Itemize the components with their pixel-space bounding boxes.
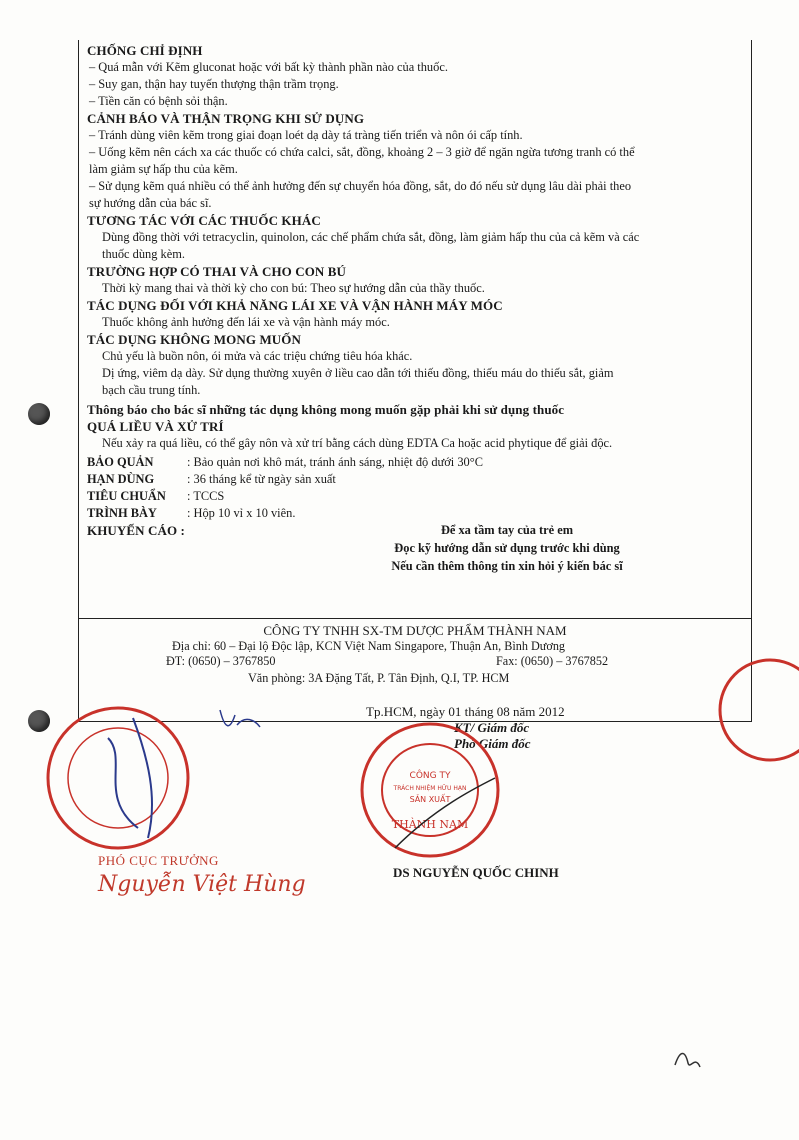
company-name: CÔNG TY TNHH SX-TM DƯỢC PHẨM THÀNH NAM [263, 623, 567, 638]
text-line: Dùng đồng thời với tetracyclin, quinolon, các chế phẩm chứa sắt, đồng, làm giảm hấp thu của cả kẽm và các [102, 230, 640, 244]
warning-line: Nếu cần thêm thông tin xin hỏi ý kiến bác sĩ [391, 559, 623, 573]
text-line: bạch cầu trung tính. [102, 383, 201, 397]
svg-text:CÔNG TY: CÔNG TY [409, 771, 451, 781]
spec-value: : Bảo quản nơi khô mát, tránh ánh sáng, nhiệt độ dưới 30°C [187, 455, 483, 469]
notice: Thông báo cho bác sĩ những tác dụng không mong muốn gặp phải khi sử dụng thuốc [87, 402, 565, 417]
spec-row [87, 488, 745, 505]
signoff-name: DS NGUYỄN QUỐC CHINH [393, 865, 559, 880]
spec-key: TIÊU CHUẨN [87, 489, 166, 503]
signoff-role: Phó Giám đốc [454, 736, 531, 751]
spec-row [87, 471, 745, 488]
text-line: sự hướng dẫn của bác sĩ. [89, 196, 212, 210]
company-stamp [355, 718, 505, 863]
section-title: QUÁ LIỀU VÀ XỬ TRÍ [87, 419, 224, 434]
spec-row [87, 505, 745, 522]
text-line: Chủ yếu là buồn nôn, ói mửa và các triệu chứng tiêu hóa khác. [102, 349, 413, 363]
left-signer-role: PHÓ CỤC TRƯỞNG [98, 853, 219, 868]
section-title: CHỐNG CHỈ ĐỊNH [87, 43, 203, 58]
left-signer-name: Nguyễn Việt Hùng [98, 872, 306, 897]
company-office: Văn phòng: 3A Đặng Tất, P. Tân Định, Q.I, TP. HCM [248, 671, 510, 685]
partial-stamp [700, 650, 799, 770]
signoff-date: Tp.HCM, ngày 01 tháng 08 năm 2012 [366, 704, 565, 719]
document-body [87, 42, 745, 576]
spec-key: HẠN DÙNG [87, 472, 155, 486]
text-line: – Uống kẽm nên cách xa các thuốc có chứa calci, sắt, đồng, khoảng 2 – 3 giờ để ngăn ngừa tương tranh có thể [89, 145, 635, 159]
company-fax: Fax: (0650) – 3767852 [496, 654, 609, 668]
text-line: Dị ứng, viêm dạ dày. Sử dụng thường xuyên ở liều cao dẫn tới thiếu đồng, thiếu máu do thiếu sắt, giảm [102, 366, 614, 380]
company-block [78, 618, 752, 686]
text-line: Nếu xảy ra quá liều, có thể gây nôn và xử trí bằng cách dùng EDTA Ca hoặc acid phytique để giải độc. [102, 436, 613, 450]
warning-line: Đọc kỹ hướng dẫn sử dụng trước khi dùng [394, 541, 620, 555]
text-line: làm giảm sự hấp thu của kẽm. [89, 162, 238, 176]
punch-hole [28, 710, 50, 732]
spec-key: BẢO QUẢN [87, 455, 154, 469]
warning-line: Để xa tầm tay của trẻ em [440, 523, 574, 537]
text-line: – Tránh dùng viên kẽm trong giai đoạn loét dạ dày tá tràng tiến triển và nôn ói cấp tính. [89, 128, 523, 142]
svg-text:TRÁCH NHIỆM HỮU HẠN: TRÁCH NHIỆM HỮU HẠN [393, 785, 467, 792]
spec-value: : TCCS [187, 489, 225, 503]
text-line: Thuốc không ảnh hưởng đến lái xe và vận hành máy móc. [102, 315, 390, 329]
text-line: – Suy gan, thận hay tuyến thượng thận trầm trọng. [89, 77, 339, 91]
spec-value: : 36 tháng kể từ ngày sản xuất [187, 472, 336, 486]
section-title: TƯƠNG TÁC VỚI CÁC THUỐC KHÁC [87, 213, 321, 228]
warning-block [87, 522, 745, 576]
company-address: Địa chỉ: 60 – Đại lộ Độc lập, KCN Việt Nam Singapore, Thuận An, Bình Dương [172, 639, 566, 653]
text-line: thuốc dùng kèm. [102, 247, 185, 261]
spec-row [87, 454, 745, 471]
section-title: TRƯỜNG HỢP CÓ THAI VÀ CHO CON BÚ [87, 264, 347, 279]
signoff-kt: KT/ Giám đốc [454, 720, 530, 735]
initials-signature [215, 705, 265, 735]
punch-hole [28, 403, 50, 425]
text-line: – Sử dụng kẽm quá nhiều có thể ảnh hưởng đến sự chuyển hóa đồng, sắt, do đó nếu sử dụng lâu dài phải theo [89, 179, 632, 193]
spec-value: : Hộp 10 vỉ x 10 viên. [187, 506, 296, 520]
warning-label: KHUYẾN CÁO : [87, 523, 185, 538]
spec-key: TRÌNH BÀY [87, 506, 157, 520]
section-title: TÁC DỤNG KHÔNG MONG MUỐN [87, 332, 301, 347]
authority-stamp [38, 698, 198, 858]
page-mark [670, 1045, 710, 1075]
section-title: CẢNH BÁO VÀ THẬN TRỌNG KHI SỬ DỤNG [87, 111, 365, 126]
text-line: – Quá mẫn với Kẽm gluconat hoặc với bất kỳ thành phần nào của thuốc. [89, 60, 448, 74]
company-phone: ĐT: (0650) – 3767850 [166, 654, 276, 668]
section-title: TÁC DỤNG ĐỐI VỚI KHẢ NĂNG LÁI XE VÀ VẬN HÀNH MÁY MÓC [87, 298, 503, 313]
text-line: Thời kỳ mang thai và thời kỳ cho con bú: Theo sự hướng dẫn của thầy thuốc. [102, 281, 485, 295]
text-line: – Tiền căn có bệnh sỏi thận. [89, 94, 228, 108]
svg-text:SẢN XUẤT: SẢN XUẤT [409, 795, 451, 804]
svg-text:THÀNH NAM: THÀNH NAM [391, 818, 469, 831]
